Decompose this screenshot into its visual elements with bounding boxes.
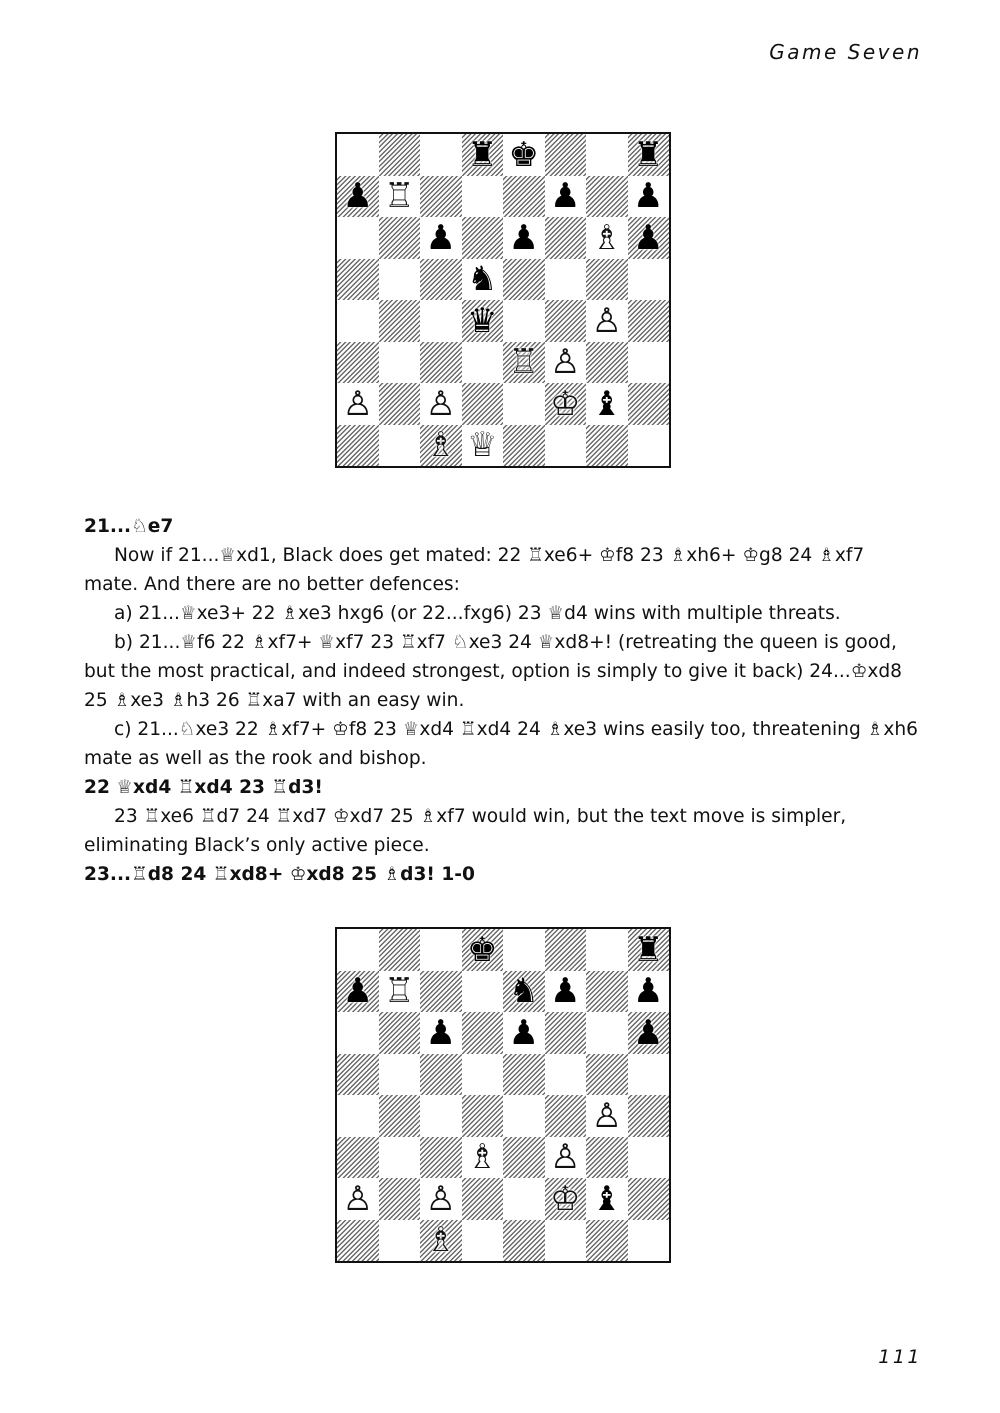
- board-square: [545, 383, 587, 425]
- white-bishop-icon: ♗: [467, 1137, 498, 1178]
- board-square: [420, 1178, 462, 1220]
- board-square: [462, 1054, 504, 1096]
- board-square: [503, 425, 545, 467]
- white-bishop-icon: ♗: [591, 217, 622, 258]
- board-square: [462, 134, 504, 176]
- board-square: [545, 217, 587, 259]
- paragraph: c) 21...♘xe3 22 ♗xf7+ ♔f8 23 ♕xd4 ♖xd4 24 ♗xe3 wins easily too, threatening ♗xh6 mate as well as the rook and bishop.: [84, 719, 918, 769]
- board-square: [379, 217, 421, 259]
- paragraph: Now if 21...♕xd1, Black does get mated: 22 ♖xe6+ ♔f8 23 ♗xh6+ ♔g8 24 ♗xf7 mate. And there are no better defences:: [84, 545, 865, 595]
- black-queen-icon: ♛: [467, 300, 498, 341]
- board-square: [337, 342, 379, 384]
- board-square: [503, 342, 545, 384]
- black-pawn-icon: ♟: [342, 176, 373, 217]
- board-square: [420, 929, 462, 971]
- board-square: [628, 259, 670, 301]
- black-rook-icon: ♜: [633, 929, 664, 970]
- board-square: [586, 342, 628, 384]
- board-square: [462, 1178, 504, 1220]
- paragraph: 23 ♖xe6 ♖d7 24 ♖xd7 ♔xd7 25 ♗xf7 would win, but the text move is simpler, eliminating Black’s only active piece.: [84, 806, 847, 856]
- board-square: [628, 1178, 670, 1220]
- board-square: [586, 1012, 628, 1054]
- black-pawn-icon: ♟: [550, 971, 581, 1012]
- board-square: [462, 342, 504, 384]
- board-square: [628, 1220, 670, 1262]
- board-square: [586, 929, 628, 971]
- black-knight-icon: ♞: [508, 971, 539, 1012]
- white-rook-icon: ♖: [508, 342, 539, 383]
- black-knight-icon: ♞: [467, 259, 498, 300]
- black-bishop-icon: ♝: [591, 1178, 622, 1219]
- board-square: [545, 1054, 587, 1096]
- black-pawn-icon: ♟: [633, 1012, 664, 1053]
- black-pawn-icon: ♟: [342, 971, 373, 1012]
- board-square: [337, 1095, 379, 1137]
- board-square: [503, 971, 545, 1013]
- board-square: [545, 134, 587, 176]
- board-square: [337, 300, 379, 342]
- white-pawn-icon: ♙: [550, 1137, 581, 1178]
- board-square: [545, 176, 587, 218]
- paragraph: a) 21...♕xe3+ 22 ♗xe3 hxg6 (or 22...fxg6) 23 ♕d4 wins with multiple threats.: [114, 603, 841, 624]
- move-heading: 23...♖d8 24 ♖xd8+ ♔xd8 25 ♗d3! 1-0: [84, 864, 475, 885]
- white-queen-icon: ♕: [467, 425, 498, 466]
- board-square: [420, 1054, 462, 1096]
- board-square: [586, 1220, 628, 1262]
- black-pawn-icon: ♟: [425, 217, 456, 258]
- board-square: [337, 1137, 379, 1179]
- black-pawn-icon: ♟: [508, 1012, 539, 1053]
- board-square: [337, 176, 379, 218]
- board-square: [337, 1054, 379, 1096]
- white-rook-icon: ♖: [384, 176, 415, 217]
- board-square: [462, 1012, 504, 1054]
- board-square: [503, 1220, 545, 1262]
- board-square: [545, 1012, 587, 1054]
- board-square: [586, 383, 628, 425]
- board-square: [503, 300, 545, 342]
- white-pawn-icon: ♙: [342, 383, 373, 424]
- board-square: [462, 300, 504, 342]
- white-pawn-icon: ♙: [591, 300, 622, 341]
- board-square: [462, 425, 504, 467]
- board-square: [545, 1178, 587, 1220]
- board-square: [420, 1095, 462, 1137]
- board-square: [628, 1054, 670, 1096]
- board-square: [503, 1095, 545, 1137]
- board-square: [420, 1012, 462, 1054]
- black-pawn-icon: ♟: [508, 217, 539, 258]
- board-square: [379, 259, 421, 301]
- board-square: [379, 1012, 421, 1054]
- board-square: [503, 1137, 545, 1179]
- white-pawn-icon: ♙: [591, 1095, 622, 1136]
- board-square: [379, 425, 421, 467]
- board-square: [545, 300, 587, 342]
- board-square: [462, 1095, 504, 1137]
- running-header: Game Seven: [769, 40, 922, 64]
- white-king-icon: ♔: [550, 383, 581, 424]
- board-square: [379, 1095, 421, 1137]
- board-square: [337, 134, 379, 176]
- board-square: [628, 929, 670, 971]
- board-square: [462, 1137, 504, 1179]
- board-square: [337, 971, 379, 1013]
- board-square: [420, 1137, 462, 1179]
- board-square: [420, 217, 462, 259]
- black-bishop-icon: ♝: [591, 383, 622, 424]
- black-pawn-icon: ♟: [633, 971, 664, 1012]
- board-square: [545, 425, 587, 467]
- move-heading: 22 ♕xd4 ♖xd4 23 ♖d3!: [84, 777, 323, 798]
- board-square: [628, 383, 670, 425]
- board-square: [503, 259, 545, 301]
- board-square: [586, 1095, 628, 1137]
- black-king-icon: ♚: [508, 134, 539, 175]
- board-square: [503, 134, 545, 176]
- black-pawn-icon: ♟: [550, 176, 581, 217]
- board-square: [628, 1095, 670, 1137]
- board-square: [586, 300, 628, 342]
- board-square: [420, 342, 462, 384]
- board-square: [379, 300, 421, 342]
- board-square: [628, 176, 670, 218]
- white-bishop-icon: ♗: [425, 425, 456, 466]
- board-square: [420, 176, 462, 218]
- board-square: [545, 342, 587, 384]
- board-square: [462, 929, 504, 971]
- board-square: [420, 1220, 462, 1262]
- board-square: [379, 1054, 421, 1096]
- board-square: [462, 383, 504, 425]
- board-square: [337, 929, 379, 971]
- board-square: [586, 1178, 628, 1220]
- board-square: [420, 134, 462, 176]
- board-square: [420, 971, 462, 1013]
- board-square: [503, 929, 545, 971]
- board-square: [379, 1137, 421, 1179]
- board-square: [337, 383, 379, 425]
- board-square: [503, 1054, 545, 1096]
- board-square: [586, 259, 628, 301]
- board-square: [420, 259, 462, 301]
- board-square: [337, 259, 379, 301]
- board-square: [420, 383, 462, 425]
- board-square: [337, 1178, 379, 1220]
- board-square: [462, 217, 504, 259]
- black-rook-icon: ♜: [633, 134, 664, 175]
- board-square: [462, 1220, 504, 1262]
- board-square: [379, 1220, 421, 1262]
- board-square: [503, 1178, 545, 1220]
- board-square: [545, 971, 587, 1013]
- black-pawn-icon: ♟: [425, 1012, 456, 1053]
- board-square: [503, 383, 545, 425]
- board-square: [379, 176, 421, 218]
- page-number: 111: [878, 1346, 922, 1368]
- board-square: [462, 259, 504, 301]
- white-bishop-icon: ♗: [425, 1220, 456, 1261]
- white-pawn-icon: ♙: [425, 383, 456, 424]
- board-square: [337, 1220, 379, 1262]
- board-square: [628, 425, 670, 467]
- black-king-icon: ♚: [467, 929, 498, 970]
- white-pawn-icon: ♙: [425, 1178, 456, 1219]
- board-square: [420, 425, 462, 467]
- board-square: [379, 929, 421, 971]
- white-pawn-icon: ♙: [550, 342, 581, 383]
- white-king-icon: ♔: [550, 1178, 581, 1219]
- move-heading: 21...♘e7: [84, 516, 174, 537]
- board-square: [545, 259, 587, 301]
- board-square: [586, 1137, 628, 1179]
- board-square: [586, 134, 628, 176]
- board-square: [628, 1137, 670, 1179]
- board-square: [545, 929, 587, 971]
- annotation-text-block: [84, 512, 920, 889]
- black-rook-icon: ♜: [467, 134, 498, 175]
- board-square: [545, 1137, 587, 1179]
- board-square: [586, 217, 628, 259]
- black-pawn-icon: ♟: [633, 217, 664, 258]
- board-square: [379, 342, 421, 384]
- board-square: [586, 1054, 628, 1096]
- board-square: [337, 1012, 379, 1054]
- board-square: [545, 1095, 587, 1137]
- board-square: [503, 1012, 545, 1054]
- board-square: [586, 176, 628, 218]
- chess-diagram: [335, 927, 671, 1263]
- board-square: [628, 342, 670, 384]
- board-square: [420, 300, 462, 342]
- board-square: [628, 1012, 670, 1054]
- board-square: [503, 217, 545, 259]
- board-square: [628, 134, 670, 176]
- white-rook-icon: ♖: [384, 971, 415, 1012]
- board-square: [337, 217, 379, 259]
- board-square: [628, 971, 670, 1013]
- board-square: [462, 176, 504, 218]
- board-square: [628, 217, 670, 259]
- board-square: [379, 383, 421, 425]
- chess-diagram: [335, 132, 671, 468]
- board-square: [337, 425, 379, 467]
- board-square: [462, 971, 504, 1013]
- board-square: [628, 300, 670, 342]
- black-pawn-icon: ♟: [633, 176, 664, 217]
- board-square: [586, 971, 628, 1013]
- board-square: [545, 1220, 587, 1262]
- board-square: [379, 1178, 421, 1220]
- board-square: [379, 971, 421, 1013]
- board-square: [586, 425, 628, 467]
- board-square: [503, 176, 545, 218]
- white-pawn-icon: ♙: [342, 1178, 373, 1219]
- paragraph: b) 21...♕f6 22 ♗xf7+ ♕xf7 23 ♖xf7 ♘xe3 24 ♕xd8+! (retreating the queen is good, but the most practical, and indeed strongest, option is simply to give it back) 24...♔xd8 25 ♗xe3 ♗h3 26 ♖xa7 with an easy win.: [84, 632, 902, 711]
- board-square: [379, 134, 421, 176]
